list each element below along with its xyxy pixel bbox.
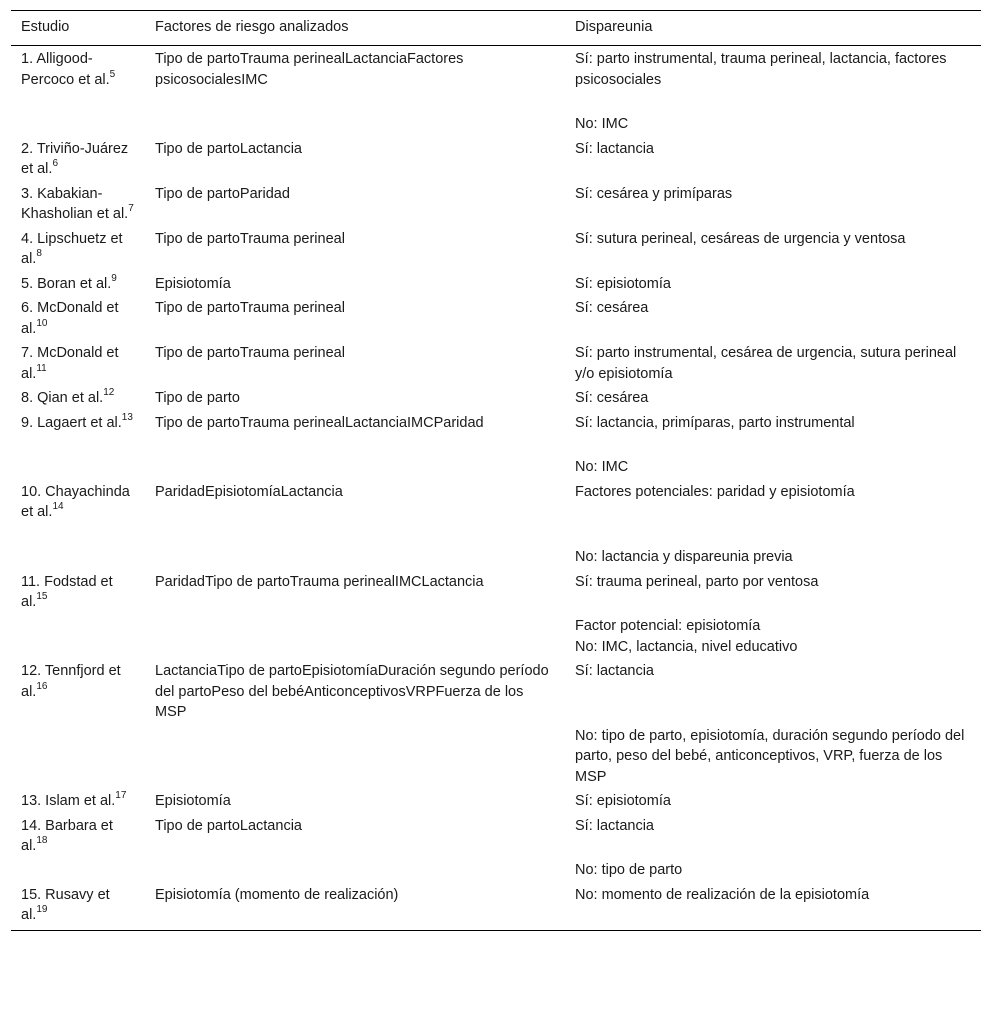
finding-text: Sí: cesárea y primíparas <box>575 185 733 202</box>
finding-text: Sí: lactancia <box>575 817 654 834</box>
table-row <box>11 789 981 814</box>
study-cell <box>11 411 145 480</box>
header-factores: Factores de riesgo analizados <box>145 11 565 46</box>
study-cell <box>11 659 145 789</box>
table-row <box>11 46 981 137</box>
table-row <box>11 296 981 341</box>
risk-factors-cell: Tipo de partoTrauma perinealLactanciaFactores psicosocialesIMC <box>155 51 464 88</box>
finding-text: Sí: lactancia, primíparas, parto instrumental <box>575 414 855 431</box>
finding-text: Sí: episiotomía <box>575 275 671 292</box>
reference-number: 9 <box>111 272 117 284</box>
finding-text: No: momento de realización de la episiotomía <box>575 886 870 903</box>
study-cell <box>11 386 145 411</box>
reference-number: 5 <box>109 68 116 80</box>
finding-text: No: IMC <box>575 116 629 132</box>
dyspareunia-cell <box>565 341 981 386</box>
reference-number: 14 <box>52 501 64 513</box>
risk-factors-cell: Tipo de parto <box>155 390 240 406</box>
reference-number: 15 <box>36 591 48 603</box>
header-row <box>11 11 981 46</box>
risk-factors-cell: Tipo de partoParidad <box>155 185 290 202</box>
dyspareunia-cell <box>565 411 981 480</box>
risk-factors-cell: ParidadEpisiotomíaLactancia <box>155 483 343 500</box>
risk-factors-cell: Episiotomía <box>155 275 231 292</box>
study-cell <box>11 570 145 660</box>
finding-text: Sí: sutura perineal, cesáreas de urgencia y ventosa <box>575 230 906 247</box>
finding-text: Sí: cesárea <box>575 390 649 406</box>
risk-factors-cell: Tipo de partoTrauma perineal <box>155 300 345 316</box>
finding-text: No: tipo de parto <box>575 862 683 878</box>
table-row <box>11 182 981 227</box>
dyspareunia-cell <box>565 137 981 182</box>
table-row <box>11 570 981 660</box>
risk-factors-cell: Tipo de partoTrauma perineal <box>155 345 345 361</box>
table-row <box>11 814 981 883</box>
table-row <box>11 659 981 789</box>
study-name: 7. McDonald et al. <box>21 345 119 382</box>
risk-factors-cell: Tipo de partoTrauma perinealLactanciaIMCParidad <box>155 414 484 431</box>
table-row <box>11 411 981 480</box>
reference-number: 11 <box>36 362 47 374</box>
risk-factors-cell: Episiotomía <box>155 793 231 809</box>
table-row <box>11 341 981 386</box>
reference-number: 13 <box>121 411 133 423</box>
study-cell <box>11 480 145 570</box>
dyspareunia-cell <box>565 883 981 931</box>
finding-text: Sí: lactancia <box>575 663 654 679</box>
finding-text: Sí: cesárea <box>575 300 649 316</box>
table-row <box>11 386 981 411</box>
study-cell <box>11 296 145 341</box>
reference-number: 8 <box>36 248 42 260</box>
finding-text: Sí: lactancia <box>575 140 654 157</box>
table-row <box>11 480 981 570</box>
table-header <box>11 11 981 46</box>
dyspareunia-cell <box>565 386 981 411</box>
header-estudio: Estudio <box>11 11 145 46</box>
finding-text: No: IMC, lactancia, nivel educativo <box>575 638 798 655</box>
reference-number: 18 <box>36 835 48 847</box>
study-cell <box>11 814 145 883</box>
reference-number: 7 <box>128 203 134 215</box>
finding-text: Factor potencial: episiotomía <box>575 618 761 634</box>
studies-table <box>11 10 981 931</box>
risk-factors-cell: Tipo de partoTrauma perineal <box>155 230 345 247</box>
dyspareunia-cell <box>565 227 981 272</box>
study-name: 15. Rusavy et al. <box>21 886 110 923</box>
study-name: 14. Barbara et al. <box>21 817 113 854</box>
dyspareunia-cell <box>565 296 981 341</box>
dyspareunia-cell <box>565 272 981 297</box>
dyspareunia-cell <box>565 480 981 570</box>
study-cell <box>11 182 145 227</box>
study-cell <box>11 46 145 137</box>
dyspareunia-cell <box>565 659 981 789</box>
table-row <box>11 137 981 182</box>
reference-number: 16 <box>36 680 48 692</box>
dyspareunia-cell <box>565 570 981 660</box>
reference-number: 12 <box>103 387 115 399</box>
study-name: 4. Lipschuetz et al. <box>21 230 123 267</box>
finding-text: No: IMC <box>575 459 629 475</box>
dyspareunia-cell <box>565 46 981 137</box>
reference-number: 19 <box>36 904 48 916</box>
table-row <box>11 227 981 272</box>
reference-number: 10 <box>36 317 48 329</box>
study-cell <box>11 227 145 272</box>
dyspareunia-cell <box>565 789 981 814</box>
finding-text: Sí: parto instrumental, trauma perineal, lactancia, factores psicosociales <box>575 51 947 88</box>
table-body <box>11 46 981 931</box>
study-name: 6. McDonald et al. <box>21 300 119 337</box>
risk-factors-cell: Tipo de partoLactancia <box>155 817 302 834</box>
table-row <box>11 883 981 931</box>
risk-factors-cell: LactanciaTipo de partoEpisiotomíaDuración segundo período del partoPeso del bebéAnticonceptivosVRPFuerza de los MSP <box>155 663 549 720</box>
dyspareunia-cell <box>565 814 981 883</box>
risk-factors-cell: Tipo de partoLactancia <box>155 140 302 157</box>
study-cell <box>11 883 145 931</box>
table-row <box>11 272 981 297</box>
finding-text: No: tipo de parto, episiotomía, duración segundo período del parto, peso del bebé, anticonceptivos, VRP, fuerza de los MSP <box>575 727 965 785</box>
risk-factors-cell: ParidadTipo de partoTrauma perinealIMCLactancia <box>155 573 484 590</box>
study-name: 1. Alligood-Percoco et al. <box>21 51 110 88</box>
study-cell <box>11 137 145 182</box>
study-name: 2. Triviño-Juárez et al. <box>21 140 129 177</box>
finding-text: No: lactancia y dispareunia previa <box>575 549 793 565</box>
finding-text: Sí: trauma perineal, parto por ventosa <box>575 573 819 590</box>
reference-number: 17 <box>115 790 127 802</box>
finding-text: Factores potenciales: paridad y episiotomía <box>575 483 855 500</box>
study-name: 9. Lagaert et al. <box>21 414 122 431</box>
finding-text: Sí: episiotomía <box>575 793 671 809</box>
study-name: 8. Qian et al. <box>21 390 104 406</box>
study-name: 5. Boran et al. <box>21 275 112 292</box>
study-name: 11. Fodstad et al. <box>21 573 113 610</box>
study-cell <box>11 272 145 297</box>
dyspareunia-cell <box>565 182 981 227</box>
finding-text: Sí: parto instrumental, cesárea de urgencia, sutura perineal y/o episiotomía <box>575 345 957 382</box>
study-name: 13. Islam et al. <box>21 793 116 809</box>
header-dispareunia: Dispareunia <box>565 11 981 46</box>
study-cell <box>11 789 145 814</box>
study-cell <box>11 341 145 386</box>
risk-factors-cell: Episiotomía (momento de realización) <box>145 883 565 931</box>
study-name: 10. Chayachinda et al. <box>21 483 130 520</box>
reference-number: 6 <box>52 158 58 170</box>
study-name: 3. Kabakian-Khasholian et al. <box>21 185 129 222</box>
study-name: 12. Tennfjord et al. <box>21 663 121 700</box>
